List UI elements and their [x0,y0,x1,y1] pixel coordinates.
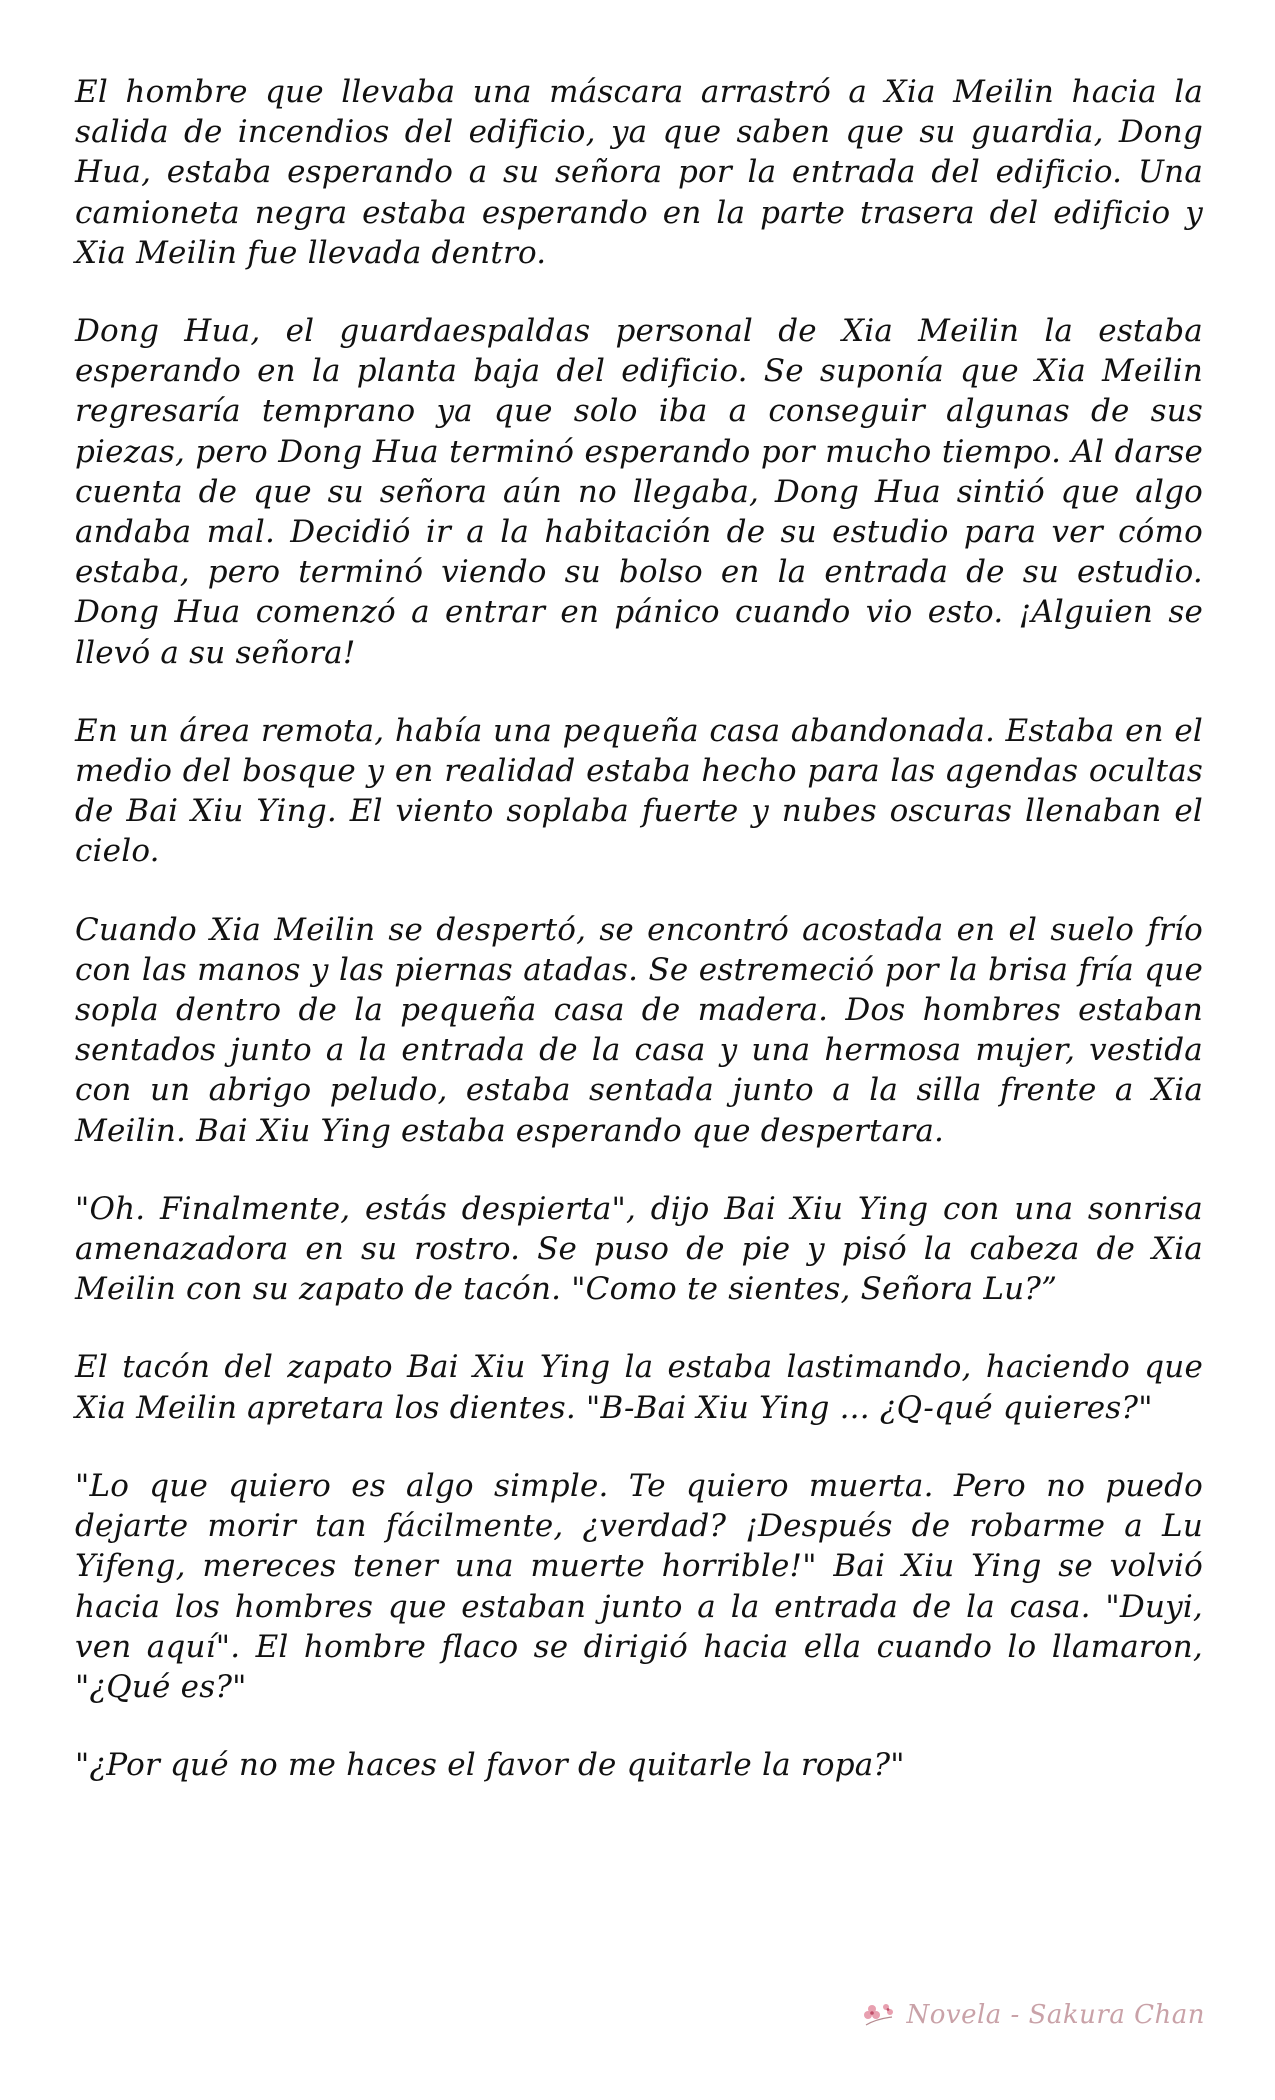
watermark-text: Novela - Sakura Chan [906,2000,1205,2030]
paragraph-7: "Lo que quiero es algo simple. Te quiero muerta. Pero no puedo dejarte morir tan fácilmente, ¿verdad? ¡Después de robarme a Lu Yifeng, mereces tener una muerte horrible!" Bai Xiu Ying se volvió hacia los hombres que estaban junto a la entrada de la casa. "Duyi, ven aquí". El hombre flaco se dirigió hacia ella cuando lo llamaron, "¿Qué es?" [75,1467,1203,1705]
document-body [75,72,1203,1823]
sakura-flower-icon [862,2001,896,2029]
paragraph-1: El hombre que llevaba una máscara arrastró a Xia Meilin hacia la salida de incendios del edificio, ya que saben que su guardia, Dong Hua, estaba esperando a su señora por la entrada del edificio. Una camioneta negra estaba esperando en la parte trasera del edificio y Xia Meilin fue llevada dentro. [75,74,1203,271]
watermark [862,2000,1205,2030]
paragraph-8: "¿Por qué no me haces el favor de quitarle la ropa?" [75,1747,905,1784]
paragraph-3: En un área remota, había una pequeña casa abandonada. Estaba en el medio del bosque y en realidad estaba hecho para las agendas ocultas de Bai Xiu Ying. El viento soplaba fuerte y nubes oscuras llenaban el cielo. [75,712,1203,870]
paragraph-2: Dong Hua, el guardaespaldas personal de Xia Meilin la estaba esperando en la planta baja del edificio. Se suponía que Xia Meilin regresaría temprano ya que solo iba a conseguir algunas de sus piezas, pero Dong Hua terminó esperando por mucho tiempo. Al darse cuenta de que su señora aún no llegaba, Dong Hua sintió que algo andaba mal. Decidió ir a la habitación de su estudio para ver cómo estaba, pero terminó viendo su bolso en la entrada de su estudio. Dong Hua comenzó a entrar en pánico cuando vio esto. ¡Alguien se llevó a su señora! [75,313,1203,671]
paragraph-6: El tacón del zapato Bai Xiu Ying la estaba lastimando, haciendo que Xia Meilin apretara los dientes. "B-Bai Xiu Ying ... ¿Q-qué quieres?" [75,1349,1203,1426]
paragraph-5: "Oh. Finalmente, estás despierta", dijo Bai Xiu Ying con una sonrisa amenazadora en su rostro. Se puso de pie y pisó la cabeza de Xia Meilin con su zapato de tacón. "Como te sientes, Señora Lu?” [75,1190,1203,1308]
paragraph-4: Cuando Xia Meilin se despertó, se encontró acostada en el suelo frío con las manos y las piernas atadas. Se estremeció por la brisa fría que sopla dentro de la pequeña casa de madera. Dos hombres estaban sentados junto a la entrada de la casa y una hermosa mujer, vestida con un abrigo peludo, estaba sentada junto a la silla frente a Xia Meilin. Bai Xiu Ying estaba esperando que despertara. [75,911,1203,1149]
